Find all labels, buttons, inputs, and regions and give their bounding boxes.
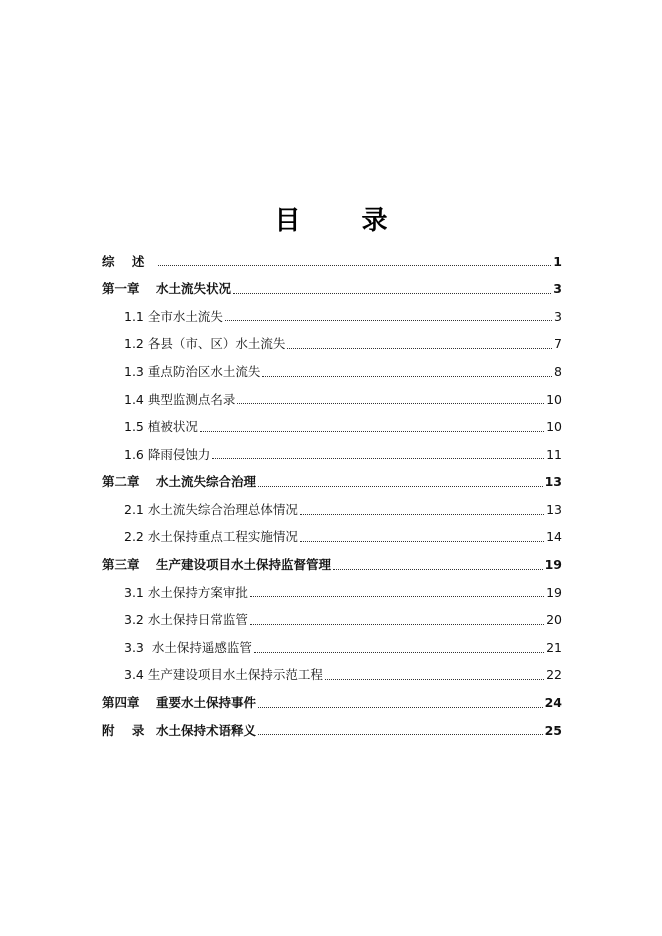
toc-entry-label [124, 639, 252, 655]
toc-entry-label [124, 338, 285, 351]
toc-entry-label [124, 531, 298, 544]
toc-entry-title: 3.4 生产建设项目水土保持示范工程 [124, 667, 323, 683]
dot-leader [250, 624, 544, 625]
toc-entry-title: 水土保持术语释义 [156, 722, 257, 738]
toc-entry-title: 1.3 重点防治区水土流失 [124, 363, 261, 379]
toc-entry-label [124, 501, 298, 517]
toc-entry-page-number: 7 [554, 336, 562, 352]
toc-entry-page-number: 22 [546, 667, 562, 683]
toc-entry-title: 2.2 水土保持重点工程实施情况 [124, 529, 298, 545]
toc-entry-label [124, 308, 223, 324]
toc-entry-page-number: 3 [554, 308, 562, 324]
toc-entry-page-number: 19 [544, 557, 562, 573]
toc-entry-title: 重要水土保持事件 [156, 695, 257, 711]
dot-leader [225, 320, 552, 321]
toc-entry-page-number: 3 [553, 281, 562, 297]
toc-entry-label [124, 363, 261, 379]
toc-entry-title: 水土流失状况 [156, 281, 232, 297]
dot-leader [254, 652, 544, 653]
toc-entry-title: 水土流失综合治理 [156, 474, 257, 490]
toc-entry-chapter: 第一章 [102, 281, 140, 297]
toc-entry-label [124, 584, 248, 600]
toc-entry-page-number: 10 [546, 391, 562, 407]
page-title: 目 录 [274, 206, 414, 236]
toc-entry[interactable] [102, 469, 562, 497]
toc-entry-page-number: 20 [546, 612, 562, 628]
toc-entry-title: 1.5 植被状况 [124, 419, 198, 435]
toc-entry-chapter: 综 述 [102, 253, 145, 269]
toc-entry-page-number: 21 [546, 639, 562, 655]
toc-entry-title: 2.1 水土流失综合治理总体情况 [124, 501, 298, 517]
dot-leader [233, 293, 551, 294]
toc-entry[interactable] [102, 441, 562, 469]
toc-entry[interactable] [102, 524, 562, 552]
dot-leader [300, 514, 544, 515]
dot-leader [158, 265, 551, 266]
toc-entry[interactable] [102, 496, 562, 524]
toc-entry[interactable] [102, 579, 562, 607]
dot-leader [250, 596, 544, 597]
dot-leader [262, 376, 552, 377]
toc-entry[interactable] [102, 717, 562, 745]
toc-entry[interactable] [102, 662, 562, 690]
toc-entry[interactable] [102, 634, 562, 662]
toc-entry-label [102, 253, 156, 269]
toc-entry-title: 3.3 水土保持遥感监管 [124, 639, 252, 655]
toc-entry-label [102, 476, 256, 489]
toc-entry-title: 1.6 降雨侵蚀力 [124, 446, 211, 462]
dot-leader [212, 458, 544, 459]
dot-leader [258, 486, 543, 487]
dot-leader [287, 348, 552, 349]
dot-leader [325, 679, 544, 680]
toc-entry-title: 3.1 水土保持方案审批 [124, 584, 248, 600]
toc-entry-page-number: 8 [554, 363, 562, 379]
toc-entry-chapter: 第四章 [102, 695, 140, 711]
toc-entry[interactable] [102, 552, 562, 580]
table-of-contents [102, 248, 562, 745]
toc-entry-page-number: 13 [544, 474, 562, 490]
toc-entry-title: 3.2 水土保持日常监管 [124, 612, 248, 628]
dot-leader [200, 431, 544, 432]
toc-entry-page-number: 13 [546, 501, 562, 517]
toc-entry[interactable] [102, 358, 562, 386]
dot-leader [258, 707, 543, 708]
toc-entry-chapter: 第三章 [102, 557, 140, 573]
toc-entry-page-number: 11 [546, 446, 562, 462]
toc-entry-label [102, 559, 331, 572]
toc-entry-page-number: 24 [544, 695, 562, 711]
toc-entry-title: 1.4 典型监测点名录 [124, 391, 236, 407]
toc-entry-label [102, 283, 231, 296]
toc-entry[interactable] [102, 690, 562, 718]
toc-entry-page-number: 19 [546, 584, 562, 600]
toc-entry-label [124, 446, 211, 462]
toc-entry[interactable] [102, 303, 562, 331]
toc-entry-label [124, 391, 236, 407]
toc-entry[interactable] [102, 248, 562, 276]
toc-entry-title: 生产建设项目水土保持监督管理 [156, 557, 332, 573]
dot-leader [333, 569, 543, 570]
toc-entry[interactable] [102, 276, 562, 304]
toc-entry-label [102, 722, 257, 738]
toc-entry-label [124, 421, 198, 434]
dot-leader [237, 403, 544, 404]
toc-entry-page-number: 25 [544, 722, 562, 738]
toc-entry-label [124, 614, 248, 627]
toc-entry-chapter: 第二章 [102, 474, 140, 490]
dot-leader [300, 541, 544, 542]
toc-entry-page-number: 1 [553, 253, 562, 269]
toc-entry[interactable] [102, 331, 562, 359]
toc-entry[interactable] [102, 607, 562, 635]
toc-entry[interactable] [102, 386, 562, 414]
toc-entry-chapter: 附 录 [102, 722, 145, 738]
toc-entry-label [124, 669, 323, 682]
toc-entry-page-number: 10 [546, 419, 562, 435]
toc-entry-title: 1.2 各县（市、区）水土流失 [124, 336, 286, 352]
toc-entry-label [102, 697, 256, 710]
toc-entry-page-number: 14 [546, 529, 562, 545]
toc-entry-title: 1.1 全市水土流失 [124, 308, 223, 324]
dot-leader [258, 734, 543, 735]
toc-entry[interactable] [102, 414, 562, 442]
